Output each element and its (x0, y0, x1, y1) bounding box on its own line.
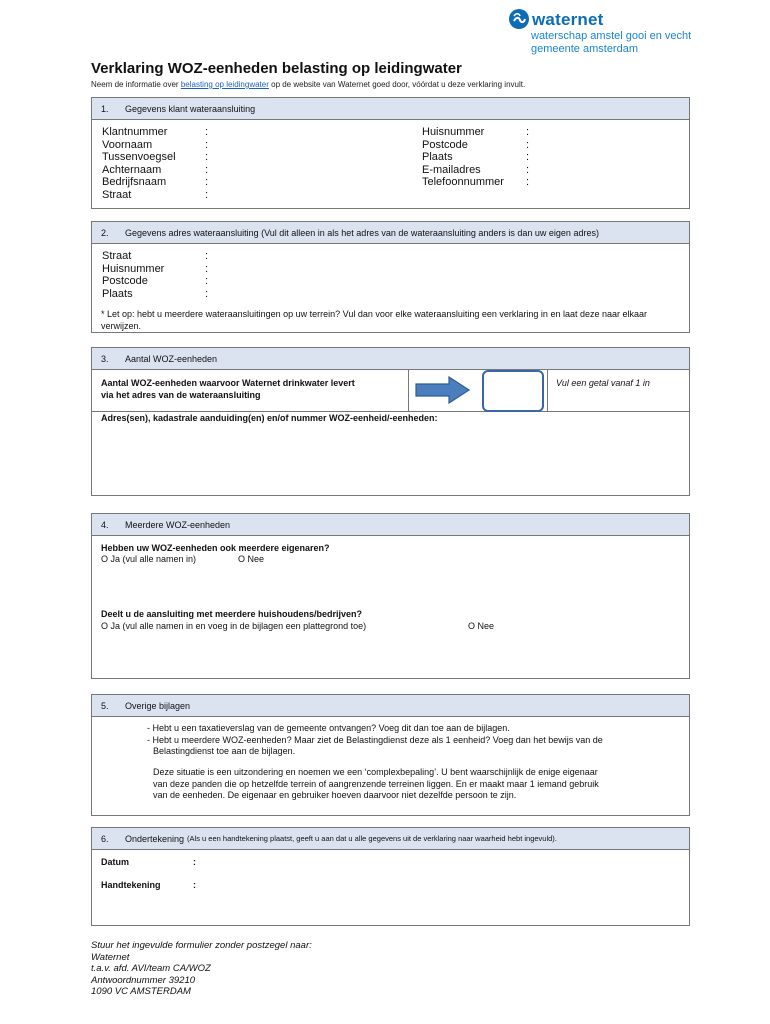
section-4-number: 4. (101, 519, 109, 530)
handtekening-input[interactable] (202, 877, 502, 917)
bijlagen-bullets (147, 723, 677, 758)
klant-right-colons (526, 126, 529, 189)
field-bedrijfsnaam: Bedrijfsnaam (102, 176, 167, 189)
aantal-question-line-1: Aantal WOZ-eenheden waarvoor Waternet drinkwater levert (101, 378, 355, 388)
page-title: Verklaring WOZ-eenheden belasting op leidingwater (91, 60, 462, 77)
bullet-taxatieverslag: - Hebt u een taxatieverslag van de gemeente ontvangen? Voeg dit dan toe aan de bijlagen. (147, 723, 510, 733)
woz-count-input[interactable] (482, 370, 544, 412)
complexbepaling-line-1: Deze situatie is een uitzondering en noemen we een ‘complexbepaling’. U bent waarschijnlijk de enige eigenaar (153, 767, 598, 777)
section-bijlagen (91, 694, 690, 816)
section-2-title: Gegevens adres wateraansluiting (Vul dit alleen in als het adres van de wateraansluiting anders is dan uw eigen adres) (125, 227, 599, 238)
colon: : (205, 262, 209, 275)
adres-labels (102, 250, 164, 300)
waternet-logo (508, 8, 708, 54)
datum-input[interactable] (202, 854, 402, 868)
field-straat: Straat (102, 188, 132, 201)
footer-city: 1090 VC AMSTERDAM (91, 986, 191, 997)
datum-label: Datum (101, 857, 130, 867)
section-6-number: 6. (101, 833, 109, 844)
eigenaren-question: Hebben uw WOZ-eenheden ook meerdere eigenaren? (101, 543, 330, 553)
footer-org: Waternet (91, 951, 130, 963)
section-3-number: 3. (101, 353, 109, 364)
bullet-woz-eenheden-line-1: - Hebt u meerdere WOZ-eenheden? Maar ziet de Belastingdienst deze als 1 eenheid? Voeg dan het bewijs van de (147, 734, 603, 745)
aantal-question-line-2: via het adres van de wateraansluiting (101, 390, 261, 400)
complexbepaling-paragraph (153, 767, 683, 802)
colon: : (526, 163, 530, 176)
colon: : (205, 250, 209, 262)
footer-department: t.a.v. afd. AVI/team CA/WOZ (91, 963, 211, 974)
aansluiting-ja-option[interactable]: O Ja (vul alle namen in en voeg in de bijlagen een plattegrond toe) (101, 621, 367, 631)
section-2-number: 2. (101, 227, 109, 238)
section-5-title: Overige bijlagen (125, 700, 191, 711)
datum-colon: : (193, 857, 196, 867)
section-2-header (92, 222, 689, 244)
eigenaren-ja-option[interactable]: O Ja (vul alle namen in) (101, 554, 197, 564)
field-tussenvoegsel: Tussenvoegsel (102, 151, 176, 164)
field-huisnummer: Huisnummer (422, 126, 485, 138)
address-input-area[interactable] (92, 426, 689, 495)
logo-brand: waternet (532, 10, 604, 29)
section-meerdere (91, 513, 690, 679)
intro-text (91, 80, 525, 89)
field-plaats: Plaats (102, 287, 133, 300)
handtekening-colon: : (193, 880, 196, 890)
handtekening-label: Handtekening (101, 880, 161, 890)
section-5-number: 5. (101, 700, 109, 711)
colon: : (526, 151, 530, 164)
field-emailadres: E-mailadres (422, 163, 481, 176)
divider (408, 370, 409, 411)
field-straat: Straat (102, 250, 132, 262)
field-telefoonnummer: Telefoonnummer (422, 176, 504, 189)
section-6-subtitle: (Als u een handtekening plaatst, geeft u aan dat u alle gegevens uit de verklaring naar waarheid hebt ingevuld). (187, 834, 557, 843)
colon: : (526, 138, 530, 151)
belasting-link[interactable]: belasting op leidingwater (180, 80, 269, 89)
colon: : (205, 138, 209, 151)
field-plaats: Plaats (422, 151, 453, 164)
field-huisnummer: Huisnummer (102, 262, 165, 275)
waternet-logo-icon (508, 8, 530, 30)
arrow-right-icon (415, 376, 471, 404)
colon: : (205, 163, 209, 176)
footer-instruction: Stuur het ingevulde formulier zonder postzegel naar: (91, 940, 312, 951)
section-klant (91, 97, 690, 209)
section-3-header (92, 348, 689, 370)
section-1-number: 1. (101, 103, 109, 114)
adres-note: * Let op: hebt u meerdere wateraansluitingen op uw terrein? Vul dan voor elke wateraansluiting een verklaring in en laat deze naar elkaar verwijzen. (101, 309, 648, 331)
section-adres (91, 221, 690, 333)
field-postcode: Postcode (422, 138, 468, 151)
field-achternaam: Achternaam (102, 163, 162, 176)
colon: : (205, 126, 209, 138)
bullet-woz-eenheden-line-2: Belastingdienst toe aan de bijlagen. (153, 746, 296, 756)
colon: : (205, 151, 209, 164)
mailing-address (91, 940, 312, 998)
section-5-header (92, 695, 689, 717)
eigenaren-nee-option[interactable]: O Nee (238, 554, 265, 564)
field-voornaam: Voornaam (102, 138, 153, 151)
field-klantnummer: Klantnummer (102, 126, 168, 138)
colon: : (526, 126, 530, 138)
section-1-title: Gegevens klant wateraansluiting (125, 103, 256, 114)
logo-line-2: gemeente amsterdam (531, 43, 638, 55)
address-label: Adres(sen), kadastrale aanduiding(en) en/of nummer WOZ-eenheid/-eenheden: (101, 413, 438, 423)
colon: : (205, 176, 209, 189)
section-4-title: Meerdere WOZ-eenheden (125, 519, 231, 530)
section-1-header (92, 98, 689, 120)
klant-left-labels (102, 126, 176, 202)
colon: : (205, 275, 209, 288)
colon: : (205, 188, 209, 201)
complexbepaling-line-3: van de eenheden. De eigenaar en gebruiker hoeven daarvoor niet dezelfde persoon te zijn. (153, 790, 517, 800)
section-4-header (92, 514, 689, 536)
colon: : (526, 176, 530, 189)
logo-line-1: waterschap amstel gooi en vecht (531, 30, 692, 42)
complexbepaling-line-2: van deze panden die op hetzelfde terrein of aangrenzende terreinen liggen. En er maakt maar 1 iemand gebruik (153, 778, 599, 789)
divider (547, 370, 548, 411)
count-hint: Vul een getal vanaf 1 in (556, 378, 650, 388)
colon: : (205, 287, 209, 300)
klant-right-labels (422, 126, 504, 189)
aansluiting-question: Deelt u de aansluiting met meerdere huishoudens/bedrijven? (101, 609, 363, 619)
field-postcode: Postcode (102, 275, 148, 288)
klant-left-colons (205, 126, 208, 202)
intro-before: Neem de informatie over (91, 80, 181, 89)
footer-antwoordnummer: Antwoordnummer 39210 (91, 974, 196, 986)
aantal-question (101, 377, 355, 401)
section-ondertekening (91, 827, 690, 926)
intro-after: op de website van Waternet goed door, vóórdat u deze verklaring invult. (268, 80, 526, 89)
section-3-title: Aantal WOZ-eenheden (125, 353, 218, 364)
section-aantal (91, 347, 690, 496)
section-6-header (92, 828, 689, 850)
section-6-title: Ondertekening (125, 833, 185, 844)
aansluiting-nee-option[interactable]: O Nee (468, 621, 495, 631)
adres-colons (205, 250, 208, 300)
